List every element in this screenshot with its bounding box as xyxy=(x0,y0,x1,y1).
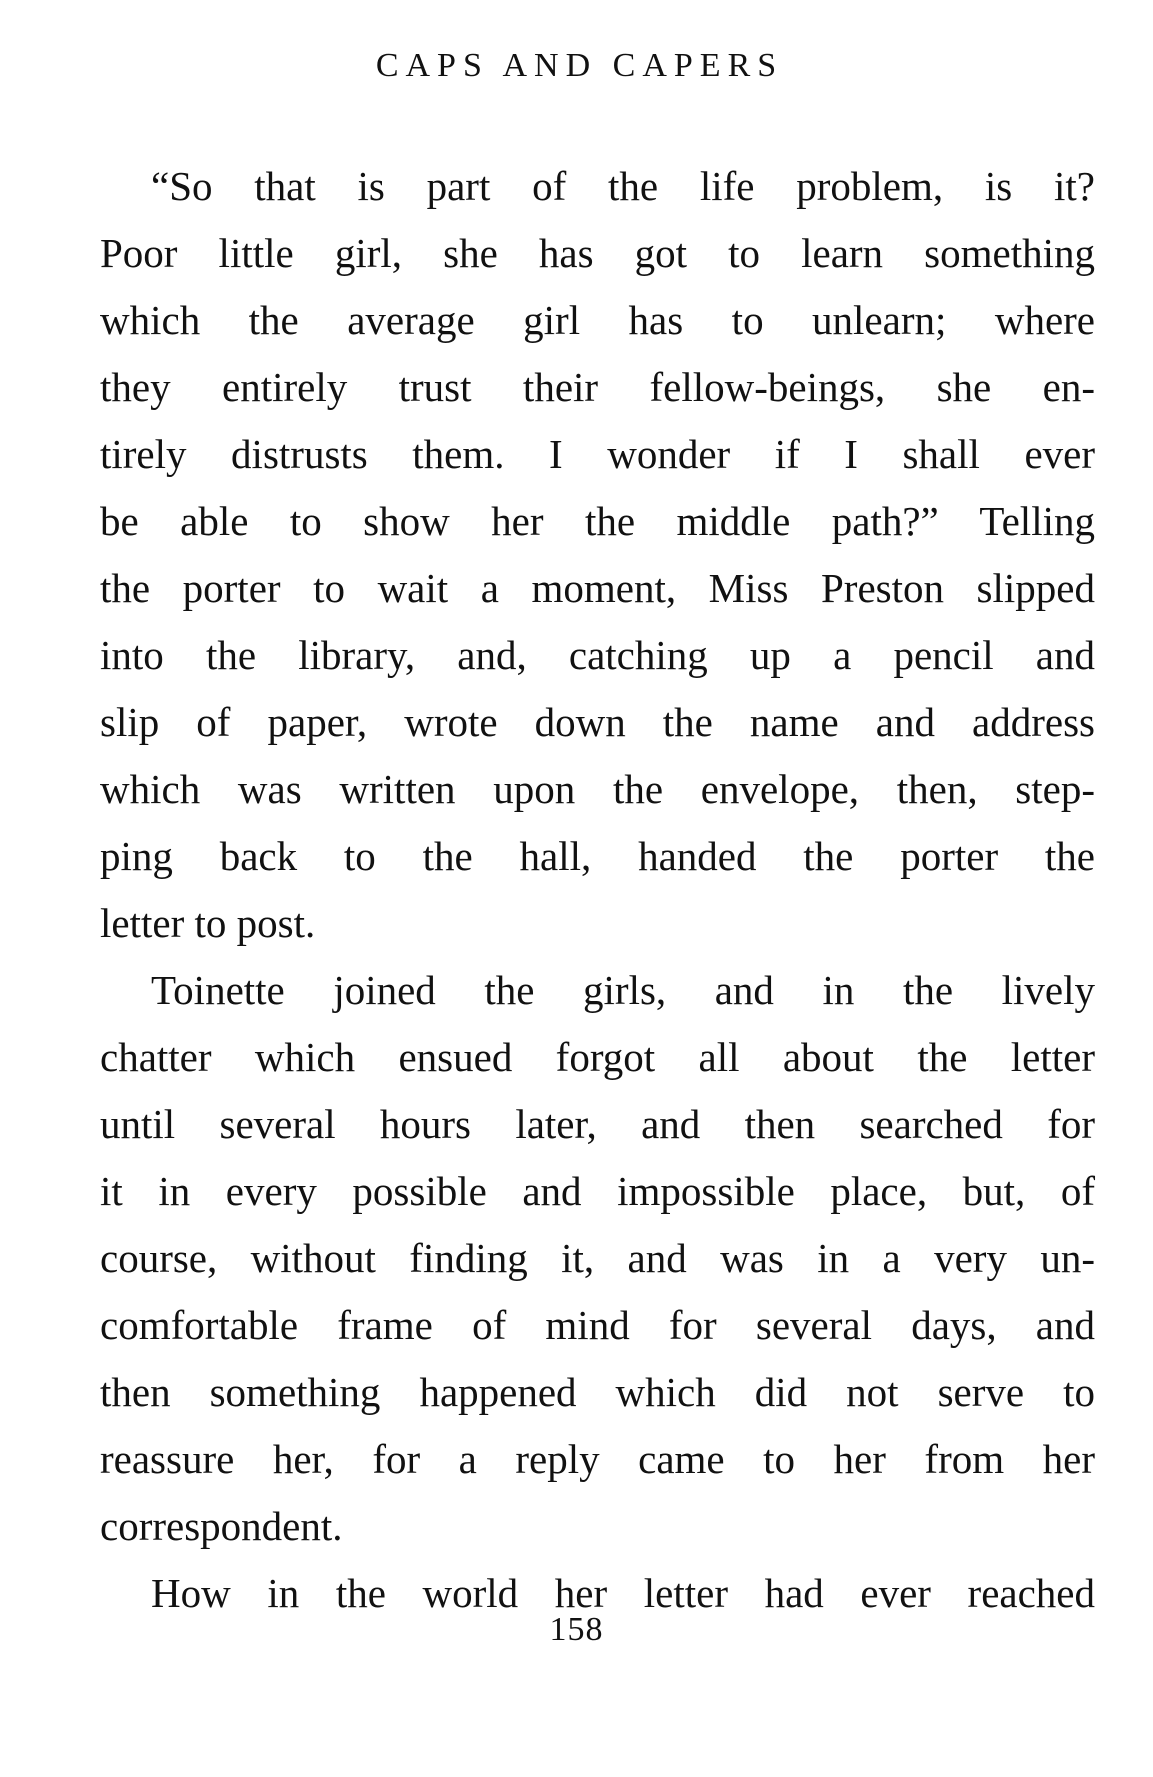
paragraph-1-line-1: “So that is part of the life problem, is it? xyxy=(151,163,1095,209)
paragraph-1-line-3: which the average girl has to unlearn; where xyxy=(100,297,1095,343)
paragraph-3-line-1: How in the world her letter had ever reached xyxy=(151,1570,1095,1616)
paragraph-1-line-6: be able to show her the middle path?” Telling xyxy=(100,498,1095,544)
paragraph-1-line-5: tirely distrusts them. I wonder if I shall ever xyxy=(100,431,1095,477)
paragraph-1-line-12: letter to post. xyxy=(100,900,316,946)
paragraph-1-line-2: Poor little girl, she has got to learn something xyxy=(100,230,1095,276)
paragraph-2-line-8: reassure her, for a reply came to her from her xyxy=(100,1436,1095,1482)
paragraph-2-line-9: correspondent. xyxy=(100,1503,343,1549)
paragraph-2-line-4: it in every possible and impossible place, but, of xyxy=(100,1168,1095,1214)
paragraph-1-line-7: the porter to wait a moment, Miss Preston slipped xyxy=(100,565,1095,611)
paragraph-2-line-7: then something happened which did not serve to xyxy=(100,1369,1095,1415)
running-head: CAPS AND CAPERS xyxy=(375,47,784,84)
paragraph-1-line-4: they entirely trust their fellow-beings, she en- xyxy=(100,364,1095,410)
body-text xyxy=(100,153,1095,1627)
paragraph-1-line-8: into the library, and, catching up a pencil and xyxy=(100,632,1095,678)
paragraph-2-line-3: until several hours later, and then searched for xyxy=(100,1101,1095,1147)
paragraph-1-line-10: which was written upon the envelope, then, step- xyxy=(100,766,1095,812)
paragraph-2-line-1: Toinette joined the girls, and in the lively xyxy=(151,967,1095,1013)
paragraph-1-line-11: ping back to the hall, handed the porter the xyxy=(100,833,1095,879)
paragraph-2-line-5: course, without finding it, and was in a very un- xyxy=(100,1235,1095,1281)
paragraph-1-line-9: slip of paper, wrote down the name and address xyxy=(100,699,1095,745)
page-number: 158 xyxy=(549,1611,604,1648)
paragraph-2-line-2: chatter which ensued forgot all about the letter xyxy=(100,1034,1095,1080)
paragraph-2-line-6: comfortable frame of mind for several days, and xyxy=(100,1302,1095,1348)
